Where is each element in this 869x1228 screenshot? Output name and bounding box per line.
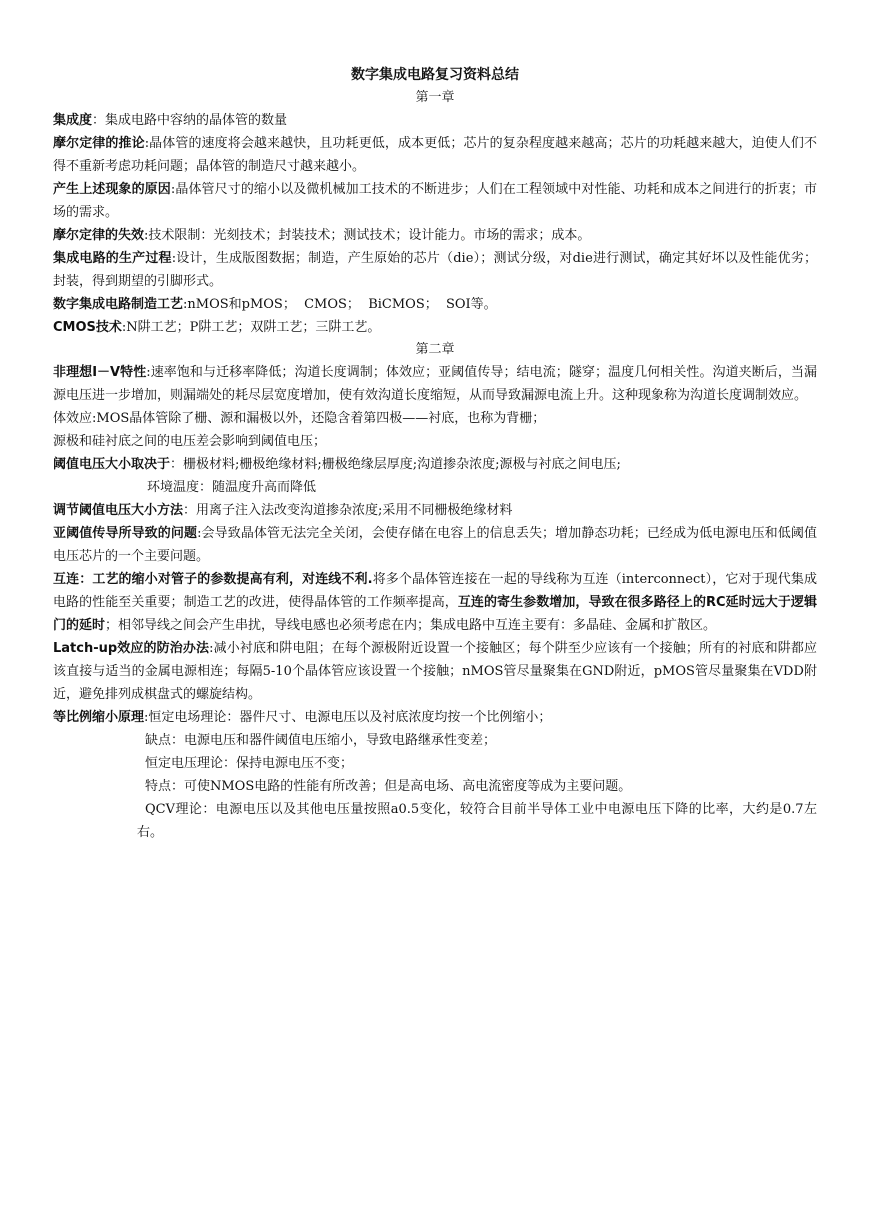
paragraph-threshold-temp: 环境温度：随温度升高而降低 <box>147 480 317 495</box>
text: ：栅极材料;栅极绝缘材料;栅极绝缘层厚度;沟道掺杂浓度;源极与衬底之间电压; <box>170 457 621 472</box>
text: :速率饱和与迁移率降低；沟道长度调制；体效应；亚阈值传导；结电流；隧穿；温度几何相关性。沟道夹断后，当漏源电压进一步增加，则漏端处的耗尽层宽度增加，使有效沟道长度缩短，从而导致漏源电流上升。这种现象称为沟道长度调制效应。 <box>53 365 817 403</box>
text: :会导致晶体管无法完全关闭，会使存储在电容上的信息丢失；增加静态功耗；已经成为低电源电压和低阈值电压芯片的一个主要问题。 <box>53 526 817 564</box>
chapter-2-heading: 第二章 <box>415 342 455 357</box>
term: 摩尔定律的推论 <box>53 136 145 151</box>
term: 体效应 <box>53 411 93 426</box>
term: 摩尔定律的失效 <box>53 228 145 243</box>
text: :MOS晶体管除了栅、源和漏极以外，还隐含着第四极——衬底，也称为背栅； <box>92 411 546 426</box>
text: ；相邻导线之间会产生串扰，导线电感也必须考虑在内；集成电路中互连主要有：多晶硅、金属和扩散区。 <box>105 618 717 633</box>
paragraph-qcv: QCV理论：电源电压以及其他电压量按照a0.5变化，较符合目前半导体工业中电源电压下降的比率，大约是0.7左右。 <box>137 802 817 840</box>
paragraph-constant-voltage: 恒定电压理论：保持电源电压不变； <box>145 756 354 771</box>
paragraph-integration <box>53 109 817 132</box>
text: 将多个晶体管连接在一起的导线称为互连（interconnect），它对于现代集成电路的性能至关重要；制造工艺的改进，使得晶体管的工作频率提高， <box>53 572 817 610</box>
term: 互连：工艺的缩小对管子的参数提高有利，对连线不利. <box>53 572 373 587</box>
paragraph-threshold <box>53 453 817 476</box>
document-title: 数字集成电路复习资料总结 <box>351 67 519 83</box>
paragraph-subthreshold <box>53 522 817 568</box>
term: CMOS技术 <box>53 320 122 335</box>
paragraph-interconnect <box>53 568 817 637</box>
document-body <box>53 64 817 844</box>
paragraph-latchup <box>53 637 817 706</box>
paragraph-reasons <box>53 178 817 224</box>
paragraph-scaling-drawback: 缺点：电源电压和器件阈值电压缩小，导致电路继承性变差； <box>145 733 497 748</box>
term: 数字集成电路制造工艺 <box>53 297 184 312</box>
term: 非理想I－V特性 <box>53 365 147 380</box>
paragraph-cmos <box>53 316 817 339</box>
paragraph-body-effect-2: 源极和硅衬底之间的电压差会影响到阈值电压； <box>53 434 327 449</box>
term: 阈值电压大小取决于 <box>53 457 171 472</box>
paragraph-adjust-threshold <box>53 499 817 522</box>
term: 亚阈值传导所导致的问题 <box>53 526 198 541</box>
term: Latch-up效应的防治办法 <box>53 641 210 656</box>
paragraph-process <box>53 293 817 316</box>
paragraph-moore-corollary <box>53 132 817 178</box>
term: 调节阈值电压大小方法 <box>53 503 184 518</box>
paragraph-feature: 特点：可使NMOS电路的性能有所改善；但是高电场、高电流密度等成为主要问题。 <box>145 779 632 794</box>
term: 互连的寄生参数增加，导致在很多路径上的RC延时远大于逻辑门的延时 <box>53 595 817 633</box>
text: :nMOS和pMOS； CMOS； BiCMOS； SOI等。 <box>183 297 497 312</box>
text: :技术限制：光刻技术；封装技术；测试技术；设计能力。市场的需求；成本。 <box>144 228 591 243</box>
paragraph-scaling <box>53 706 817 729</box>
term: 产生上述现象的原因 <box>53 182 171 197</box>
text: :设计，生成版图数据；制造，产生原始的芯片（die）；测试分级，对die进行测试，确定其好坏以及性能优劣；封装，得到期望的引脚形式。 <box>53 251 817 289</box>
paragraph-moore-failure <box>53 224 817 247</box>
text: :晶体管的速度将会越来越快，且功耗更低，成本更低；芯片的复杂程度越来越高；芯片的功耗越来越大，迫使人们不得不重新考虑功耗问题；晶体管的制造尺寸越来越小。 <box>53 136 817 174</box>
paragraph-body-effect <box>53 407 817 430</box>
term: 集成电路的生产过程 <box>53 251 172 266</box>
paragraph-nonideal-iv <box>53 361 817 407</box>
text: ：集成电路中容纳的晶体管的数量 <box>92 113 288 128</box>
text: :减小衬底和阱电阻；在每个源极附近设置一个接触区；每个阱至少应该有一个接触；所有的衬底和阱都应该直接与适当的金属电源相连；每隔5-10个晶体管应该设置一个接触；nMOS管尽量聚集在GND附近，pMOS管尽量聚集在VDD附近，避免排列成棋盘式的螺旋结构。 <box>53 641 817 702</box>
text: :恒定电场理论：器件尺寸、电源电压以及衬底浓度均按一个比例缩小； <box>144 710 552 725</box>
chapter-1-heading: 第一章 <box>415 90 455 105</box>
term: 集成度 <box>53 113 93 128</box>
text: :晶体管尺寸的缩小以及微机械加工技术的不断进步；人们在工程领域中对性能、功耗和成本之间进行的折衷；市场的需求。 <box>53 182 817 220</box>
paragraph-production <box>53 247 817 293</box>
text: ：用离子注入法改变沟道掺杂浓度;采用不同栅极绝缘材料 <box>183 503 513 518</box>
text: :N阱工艺；P阱工艺；双阱工艺；三阱工艺。 <box>121 320 381 335</box>
term: 等比例缩小原理 <box>53 710 145 725</box>
